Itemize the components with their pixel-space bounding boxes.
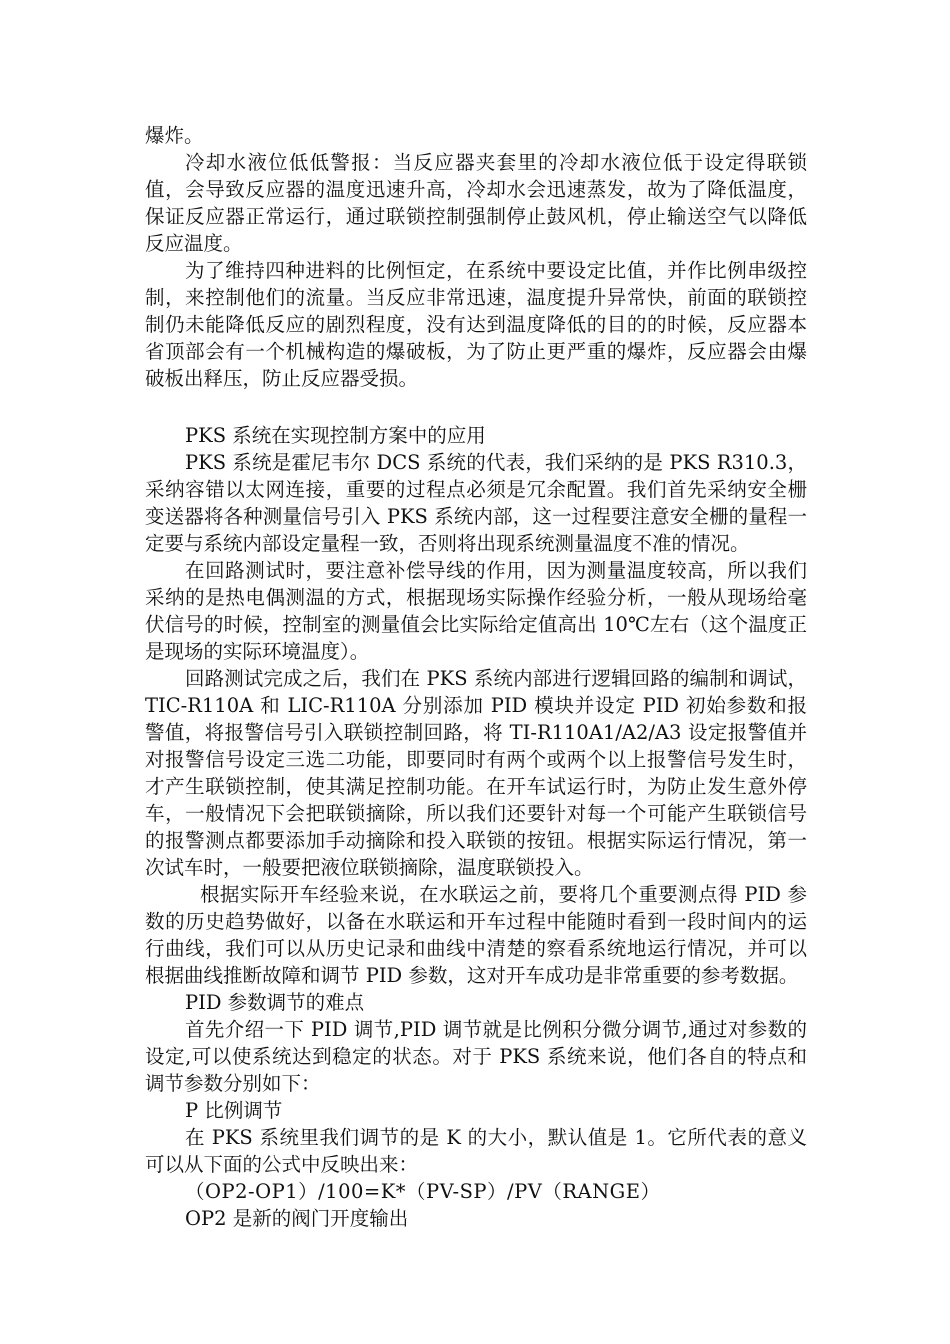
section-heading-p-control: P 比例调节 xyxy=(185,1099,283,1122)
paragraph-loop-test: 在回路测试时，要注意补偿导线的作用，因为测量温度较高，所以我们采纳的是热电偶测温的方式，根据现场实际操作经验分析，一般从现场给毫伏信号的时候，控制室的测量值会比实际给定值高出 10℃左右（这个温度正是现场的实际环境温度）。 xyxy=(145,559,807,663)
paragraph-op2-definition: OP2 是新的阀门开度输出 xyxy=(185,1207,409,1230)
formula-proportional: （OP2-OP1）/100=K*（PV-SP）/PV（RANGE） xyxy=(185,1180,661,1203)
paragraph-history-trend: 根据实际开车经验来说，在水联运之前，要将几个重要测点得 PID 参数的历史趋势做好，以备在水联运和开车过程中能随时看到一段时间内的运行曲线，我们可以从历史记录和曲线中清楚的察看系统地运行情况，并可以根据曲线推断故障和调节 PID 参数，这对开车成功是非常重要的参考数据。 xyxy=(145,883,807,987)
paragraph-pks-overview: PKS 系统是霍尼韦尔 DCS 系统的代表，我们采纳的是 PKS R310.3，采纳容错以太网连接，重要的过程点必须是冗余配置。我们首先采纳安全栅变送器将各种测量信号引入 PKS 系统内部，这一过程要注意安全栅的量程一定要与系统内部设定量程一致，否则将出现系统测量温度不准的情况。 xyxy=(145,451,807,555)
document-body xyxy=(145,122,807,1232)
section-heading-pid-difficulty: PID 参数调节的难点 xyxy=(185,991,365,1014)
paragraph-k-value: 在 PKS 系统里我们调节的是 K 的大小，默认值是 1。它所代表的意义可以从下面的公式中反映出来： xyxy=(145,1126,807,1176)
paragraph-logic-loop: 回路测试完成之后，我们在 PKS 系统内部进行逻辑回路的编制和调试，TIC-R110A 和 LIC-R110A 分别添加 PID 模块并设定 PID 初始参数和报警值，将报警信号引入联锁控制回路，将 TI-R110A1/A2/A3 设定报警值并对报警信号设定三选二功能，即要同时有两个或两个以上报警信号发生时，才产生联锁控制，使其满足控制功能。在开车试运行时，为防止发生意外停车，一般情况下会把联锁摘除，所以我们还要针对每一个可能产生联锁信号的报警测点都要添加手动摘除和投入联锁的按钮。根据实际运行情况，第一次试车时，一般要把液位联锁摘除，温度联锁投入。 xyxy=(145,667,807,879)
section-heading-pks-application: PKS 系统在实现控制方案中的应用 xyxy=(185,424,486,447)
paragraph-cooling-water-alarm: 冷却水液位低低警报：当反应器夹套里的冷却水液位低于设定得联锁值，会导致反应器的温度迅速升高，冷却水会迅速蒸发，故为了降低温度，保证反应器正常运行，通过联锁控制强制停止鼓风机，停止输送空气以降低反应温度。 xyxy=(145,151,807,255)
paragraph-ratio-control: 为了维持四种进料的比例恒定，在系统中要设定比值，并作比例串级控制，来控制他们的流量。当反应非常迅速，温度提升异常快，前面的联锁控制仍未能降低反应的剧烈程度，没有达到温度降低的目的的时候，反应器本省顶部会有一个机械构造的爆破板，为了防止更严重的爆炸，反应器会由爆破板出释压，防止反应器受损。 xyxy=(145,259,807,390)
paragraph-pid-intro: 首先介绍一下 PID 调节,PID 调节就是比例积分微分调节,通过对参数的设定,可以使系统达到稳定的状态。对于 PKS 系统来说，他们各自的特点和调节参数分别如下： xyxy=(145,1018,807,1095)
paragraph-explosion-end: 爆炸。 xyxy=(145,124,204,147)
paragraph-spacer xyxy=(145,392,807,422)
